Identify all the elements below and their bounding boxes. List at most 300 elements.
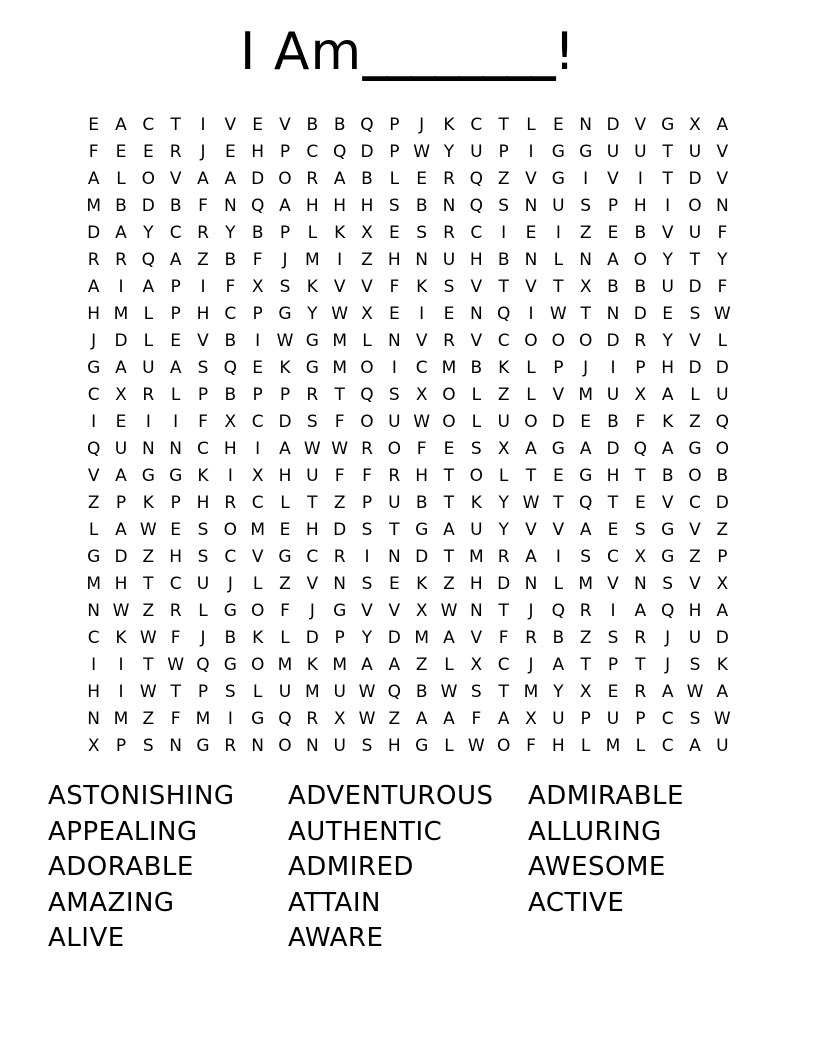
grid-letter: S <box>197 520 209 540</box>
grid-letter: C <box>87 385 100 405</box>
grid-letter: G <box>333 601 347 621</box>
grid-letter: Y <box>225 223 236 243</box>
word-list-item: ASTONISHING <box>48 781 235 811</box>
grid-letter: I <box>337 250 343 270</box>
grid-letter: O <box>360 412 374 432</box>
grid-letter: P <box>717 547 728 567</box>
grid-letter: Q <box>578 493 593 513</box>
title-blank: ________ <box>362 22 555 82</box>
grid-letter: I <box>227 709 233 729</box>
grid-letter: K <box>498 358 510 378</box>
grid-letter: A <box>415 709 428 729</box>
grid-letter: S <box>388 385 400 405</box>
grid-letter: E <box>88 115 100 135</box>
grid-letter: S <box>361 574 373 594</box>
grid-letter: V <box>87 466 100 486</box>
grid-letter: T <box>443 493 455 513</box>
grid-letter: Q <box>551 601 566 621</box>
grid-letter: Y <box>498 493 509 513</box>
grid-letter: A <box>87 277 100 297</box>
grid-letter: G <box>415 520 429 540</box>
grid-letter: B <box>224 250 237 270</box>
grid-letter: M <box>441 358 457 378</box>
grid-letter: F <box>225 277 236 297</box>
grid-letter: Q <box>360 115 374 135</box>
grid-letter: B <box>224 385 237 405</box>
grid-letter: D <box>551 412 565 432</box>
grid-letter: F <box>334 412 345 432</box>
grid-letter: Z <box>361 250 373 270</box>
grid-letter: V <box>415 331 428 351</box>
grid-letter: B <box>607 412 619 432</box>
grid-letter: E <box>580 412 592 432</box>
grid-letter: K <box>662 412 674 432</box>
grid-letter: V <box>470 277 483 297</box>
grid-letter: U <box>142 358 155 378</box>
grid-letter: E <box>525 223 537 243</box>
grid-letter: S <box>689 709 701 729</box>
grid-letter: O <box>141 169 156 189</box>
grid-letter: S <box>689 655 701 675</box>
grid-letter: U <box>278 682 292 702</box>
grid-letter: B <box>552 628 565 648</box>
grid-letter: R <box>579 601 592 621</box>
grid-letter: F <box>362 466 372 486</box>
grid-letter: N <box>305 736 319 756</box>
grid-letter: D <box>715 628 729 648</box>
grid-letter: E <box>279 520 291 540</box>
grid-letter: A <box>115 520 127 540</box>
word-list-item: ADMIRED <box>288 852 414 882</box>
grid-letter: H <box>661 358 675 378</box>
grid-letter: E <box>388 574 400 594</box>
grid-letter: W <box>440 682 458 702</box>
word-list-column <box>528 779 768 957</box>
grid-letter: E <box>115 412 127 432</box>
grid-letter: V <box>607 574 619 594</box>
grid-letter: H <box>469 250 483 270</box>
page-title <box>0 22 816 82</box>
grid-letter: T <box>580 304 591 324</box>
grid-letter: L <box>389 169 400 189</box>
grid-letter: T <box>389 520 400 540</box>
grid-letter: U <box>688 628 702 648</box>
grid-letter: H <box>87 682 101 702</box>
grid-letter: T <box>307 493 318 513</box>
grid-letter: S <box>689 304 701 324</box>
grid-letter: S <box>142 736 154 756</box>
grid-letter: W <box>139 520 157 540</box>
grid-letter: J <box>419 115 425 135</box>
grid-letter: O <box>360 358 374 378</box>
grid-letter: I <box>610 601 616 621</box>
grid-letter: R <box>497 547 510 567</box>
grid-letter: L <box>143 331 154 351</box>
grid-letter: T <box>553 493 564 513</box>
grid-letter: T <box>443 466 455 486</box>
grid-letter: G <box>305 358 319 378</box>
grid-letter: J <box>227 574 233 594</box>
grid-letter: T <box>334 385 345 405</box>
grid-letter: M <box>113 709 129 729</box>
grid-letter: M <box>86 574 101 594</box>
grid-letter: E <box>634 493 646 513</box>
grid-letter: B <box>415 493 428 513</box>
grid-letter: Y <box>662 331 673 351</box>
grid-letter: N <box>442 196 456 216</box>
word-list-item: ADVENTUROUS <box>288 781 494 811</box>
grid-letter: U <box>388 493 401 513</box>
grid-letter: R <box>443 223 455 243</box>
grid-letter: I <box>528 304 534 324</box>
grid-letter: U <box>470 520 483 540</box>
grid-letter: C <box>306 547 319 567</box>
grid-letter: W <box>413 142 431 162</box>
grid-letter: P <box>279 223 291 243</box>
grid-letter: P <box>197 385 209 405</box>
grid-letter: Q <box>387 682 402 702</box>
grid-letter: D <box>606 115 620 135</box>
grid-letter: K <box>115 628 127 648</box>
grid-letter: V <box>661 493 674 513</box>
grid-letter: K <box>142 493 154 513</box>
grid-letter: X <box>716 574 729 594</box>
grid-letter: E <box>224 142 236 162</box>
grid-letter: Y <box>443 142 455 162</box>
grid-letter: D <box>141 196 155 216</box>
grid-letter: G <box>278 547 292 567</box>
grid-letter: A <box>169 250 182 270</box>
grid-letter: A <box>525 547 537 567</box>
grid-letter: A <box>552 655 565 675</box>
grid-letter: G <box>223 655 237 675</box>
grid-letter: F <box>526 736 536 756</box>
grid-letter: P <box>197 682 209 702</box>
grid-letter: S <box>279 277 291 297</box>
grid-letter: N <box>469 304 483 324</box>
grid-letter: V <box>525 277 537 297</box>
grid-letter: N <box>387 547 401 567</box>
grid-letter: V <box>388 601 401 621</box>
grid-letter: O <box>469 466 484 486</box>
grid-letter: L <box>280 493 290 513</box>
grid-letter: H <box>333 196 347 216</box>
grid-letter: Q <box>496 304 511 324</box>
grid-letter: J <box>200 628 206 648</box>
grid-letter: V <box>251 547 264 567</box>
grid-letter: Y <box>307 304 318 324</box>
grid-letter: Z <box>388 709 401 729</box>
grid-letter: K <box>252 628 264 648</box>
grid-letter: P <box>607 655 619 675</box>
grid-letter: T <box>689 250 701 270</box>
grid-letter: W <box>358 682 376 702</box>
grid-letter: R <box>634 628 647 648</box>
grid-letter: S <box>388 196 400 216</box>
grid-letter: K <box>334 223 346 243</box>
grid-letter: M <box>304 250 320 270</box>
grid-letter: P <box>115 736 127 756</box>
grid-letter: E <box>443 439 455 459</box>
grid-letter: I <box>637 169 643 189</box>
grid-letter: U <box>333 736 346 756</box>
grid-letter: M <box>113 304 129 324</box>
grid-letter: Z <box>87 493 100 513</box>
grid-letter: J <box>91 331 97 351</box>
grid-letter: F <box>389 277 400 297</box>
grid-letter: K <box>306 277 318 297</box>
grid-letter: M <box>468 547 484 567</box>
grid-letter: H <box>360 196 374 216</box>
grid-letter: G <box>305 331 319 351</box>
grid-letter: G <box>278 304 292 324</box>
grid-letter: E <box>170 331 182 351</box>
grid-letter: D <box>606 439 620 459</box>
grid-letter: M <box>523 682 539 702</box>
grid-letter: C <box>415 358 428 378</box>
grid-letter: K <box>279 358 291 378</box>
grid-letter: W <box>358 709 376 729</box>
grid-letter: B <box>224 331 237 351</box>
grid-letter: D <box>688 358 702 378</box>
grid-letter: D <box>333 520 347 540</box>
grid-letter: X <box>333 709 346 729</box>
grid-letter: M <box>250 520 265 540</box>
grid-letter: L <box>252 682 263 702</box>
grid-letter: H <box>606 466 620 486</box>
grid-letter: E <box>115 142 127 162</box>
grid-letter: T <box>580 655 591 675</box>
grid-letter: D <box>87 223 101 243</box>
grid-letter: Q <box>196 655 210 675</box>
grid-letter: E <box>607 682 619 702</box>
grid-letter: I <box>501 223 507 243</box>
grid-letter: A <box>87 169 100 189</box>
grid-letter: T <box>635 655 646 675</box>
grid-letter: D <box>688 169 702 189</box>
word-search-grid <box>80 112 736 760</box>
grid-letter: U <box>388 412 401 432</box>
grid-letter: L <box>690 385 700 405</box>
grid-letter: I <box>255 439 261 459</box>
grid-letter: Q <box>278 709 292 729</box>
grid-letter: C <box>661 709 674 729</box>
grid-letter: Z <box>197 250 209 270</box>
grid-letter: R <box>333 547 346 567</box>
grid-letter: N <box>524 250 538 270</box>
grid-letter: H <box>223 439 237 459</box>
grid-letter: L <box>471 385 482 405</box>
grid-letter: U <box>333 682 346 702</box>
grid-letter: A <box>716 601 729 621</box>
grid-letter: B <box>169 196 182 216</box>
grid-letter: E <box>607 520 619 540</box>
grid-letter: C <box>224 304 237 324</box>
grid-letter: U <box>606 709 620 729</box>
grid-letter: G <box>141 466 155 486</box>
word-list-item: AWARE <box>288 923 384 953</box>
grid-letter: B <box>661 466 674 486</box>
grid-letter: V <box>689 331 701 351</box>
grid-letter: M <box>277 655 293 675</box>
grid-letter: O <box>442 385 456 405</box>
grid-letter: V <box>197 331 209 351</box>
grid-letter: I <box>555 547 561 567</box>
grid-letter: A <box>115 466 127 486</box>
grid-letter: N <box>387 331 401 351</box>
grid-letter: C <box>470 115 483 135</box>
grid-letter: P <box>580 709 591 729</box>
grid-letter: B <box>634 277 647 297</box>
grid-letter: Q <box>660 601 675 621</box>
grid-letter: D <box>415 547 429 567</box>
grid-letter: X <box>251 277 264 297</box>
grid-letter: K <box>416 277 428 297</box>
grid-letter: V <box>306 574 319 594</box>
grid-letter: P <box>389 115 400 135</box>
grid-letter: H <box>551 736 565 756</box>
grid-letter: L <box>580 736 591 756</box>
grid-letter: M <box>332 331 347 351</box>
grid-letter: G <box>551 142 565 162</box>
grid-letter: M <box>332 655 347 675</box>
grid-letter: O <box>250 601 265 621</box>
grid-letter: C <box>689 493 701 513</box>
grid-letter: Y <box>717 250 728 270</box>
grid-letter: T <box>662 142 673 162</box>
grid-letter: W <box>331 439 349 459</box>
title-suffix: ! <box>554 22 576 82</box>
grid-letter: V <box>169 169 182 189</box>
grid-letter: R <box>169 601 182 621</box>
grid-letter: P <box>279 385 291 405</box>
grid-letter: Z <box>689 547 701 567</box>
grid-letter: L <box>717 331 728 351</box>
grid-letter: S <box>470 439 482 459</box>
word-list-item: ADORABLE <box>48 852 194 882</box>
grid-letter: W <box>686 682 704 702</box>
grid-letter: B <box>415 682 428 702</box>
grid-letter: U <box>606 385 620 405</box>
grid-letter: C <box>169 574 182 594</box>
grid-letter: T <box>498 277 509 297</box>
grid-letter: Q <box>332 142 347 162</box>
grid-letter: N <box>333 574 347 594</box>
grid-letter: R <box>634 331 647 351</box>
grid-letter: D <box>715 493 729 513</box>
grid-letter: E <box>662 304 674 324</box>
grid-letter: I <box>255 331 261 351</box>
grid-letter: S <box>580 196 592 216</box>
grid-letter: O <box>578 331 593 351</box>
grid-letter: V <box>689 574 701 594</box>
grid-letter: L <box>280 628 290 648</box>
grid-letter: X <box>634 385 647 405</box>
grid-letter: R <box>197 223 209 243</box>
grid-letter: C <box>607 547 619 567</box>
word-list <box>48 779 768 957</box>
grid-letter: L <box>635 736 646 756</box>
grid-letter: P <box>170 304 181 324</box>
grid-letter: E <box>443 304 455 324</box>
grid-letter: H <box>196 304 210 324</box>
grid-letter: Z <box>689 412 701 432</box>
grid-letter: M <box>578 385 593 405</box>
grid-letter: I <box>173 412 179 432</box>
grid-letter: R <box>306 169 319 189</box>
grid-letter: K <box>306 655 318 675</box>
grid-letter: F <box>88 142 99 162</box>
grid-letter: S <box>634 520 646 540</box>
grid-letter: W <box>139 682 157 702</box>
grid-letter: P <box>389 142 400 162</box>
grid-letter: N <box>606 304 620 324</box>
grid-letter: C <box>87 628 100 648</box>
grid-letter: R <box>87 250 100 270</box>
grid-letter: U <box>196 574 210 594</box>
grid-letter: L <box>88 520 99 540</box>
grid-letter: X <box>689 115 701 135</box>
grid-letter: H <box>169 547 183 567</box>
grid-letter: O <box>633 250 648 270</box>
grid-letter: H <box>251 142 265 162</box>
grid-letter: Q <box>86 439 101 459</box>
grid-letter: O <box>551 331 566 351</box>
grid-letter: I <box>419 304 425 324</box>
grid-letter: L <box>252 574 263 594</box>
grid-letter: A <box>661 385 674 405</box>
grid-letter: L <box>444 736 454 756</box>
grid-letter: H <box>87 304 101 324</box>
grid-letter: Q <box>360 385 374 405</box>
grid-letter: Z <box>415 655 428 675</box>
grid-letter: G <box>251 709 265 729</box>
grid-letter: R <box>388 466 401 486</box>
grid-letter: I <box>528 142 534 162</box>
grid-letter: F <box>198 196 208 216</box>
grid-letter: Z <box>333 493 346 513</box>
grid-letter: S <box>470 682 482 702</box>
grid-letter: X <box>634 547 647 567</box>
grid-letter: L <box>116 169 126 189</box>
grid-letter: A <box>115 358 127 378</box>
grid-letter: W <box>303 439 321 459</box>
grid-letter: F <box>252 250 263 270</box>
grid-letter: N <box>169 439 183 459</box>
grid-letter: S <box>197 358 209 378</box>
grid-letter: H <box>469 574 483 594</box>
word-list-item: APPEALING <box>48 816 198 847</box>
grid-letter: Y <box>662 250 673 270</box>
grid-letter: G <box>415 736 429 756</box>
grid-letter: A <box>716 682 729 702</box>
grid-letter: C <box>497 655 510 675</box>
grid-letter: N <box>469 601 483 621</box>
grid-letter: T <box>143 655 154 675</box>
grid-letter: V <box>333 277 346 297</box>
grid-letter: G <box>579 466 593 486</box>
grid-letter: E <box>142 142 154 162</box>
grid-letter: O <box>278 736 292 756</box>
grid-letter: W <box>331 304 349 324</box>
grid-letter: R <box>306 709 319 729</box>
grid-letter: Y <box>143 223 154 243</box>
grid-letter: E <box>388 304 400 324</box>
grid-letter: A <box>579 439 592 459</box>
grid-letter: L <box>198 601 208 621</box>
grid-letter: T <box>143 574 154 594</box>
grid-letter: F <box>717 223 728 243</box>
